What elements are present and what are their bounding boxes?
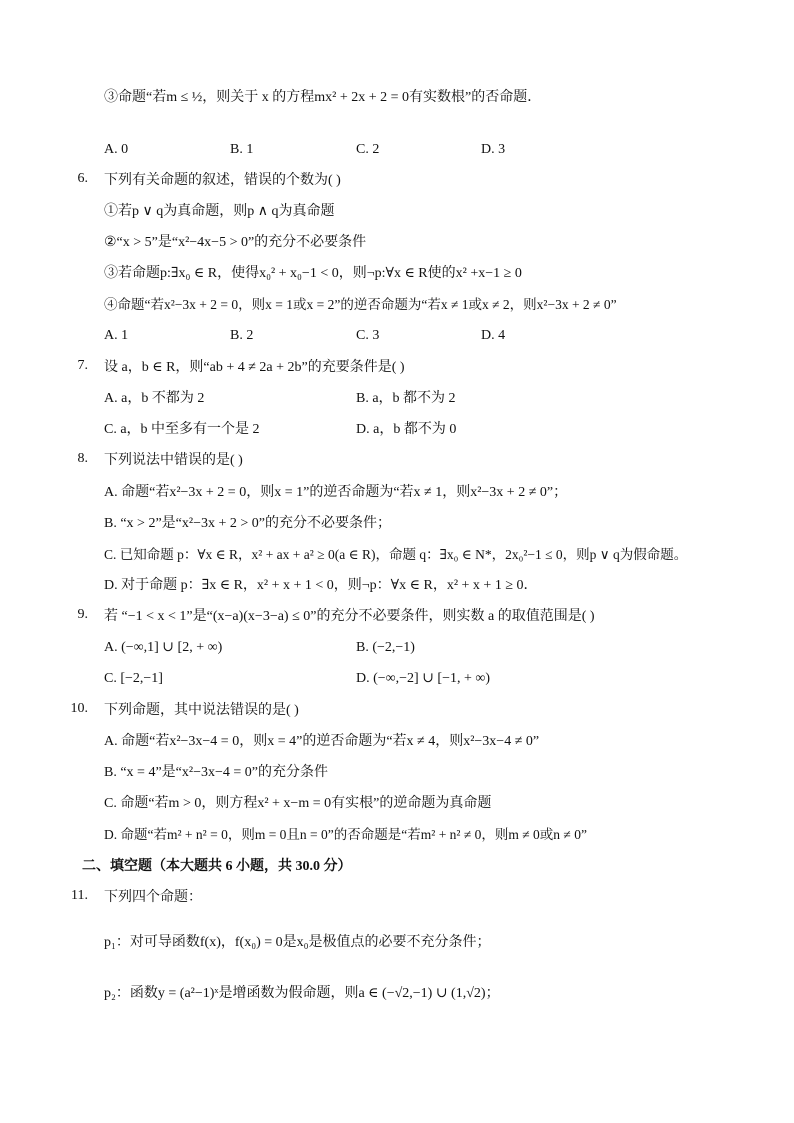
option-b: B. “x = 4”是“x²−3x−4 = 0”的充分条件 [104, 765, 328, 780]
question-stem: 下列四个命题： [104, 890, 202, 905]
statement-item: p₂：函数y = (a²−1)ˣ是增函数为假命题，则a ∈ (−√2,−1) ∪ (1,√2)； [104, 986, 500, 1001]
option-c: C. a，b 中至多有一个是 2 [104, 422, 260, 437]
option-d: D. 命题“若m² + n² = 0，则m = 0且n = 0”的否命题是“若m² + n² ≠ 0，则m ≠ 0或n ≠ 0” [104, 827, 587, 842]
statement-item: ①若p ∨ q为真命题，则p ∧ q为真命题 [104, 204, 335, 219]
item-3-text: ③命题“若m ≤ ½，则关于 x 的方程mx² + 2x + 2 = 0有实数根”的否命题． [104, 90, 542, 105]
question-number: 11. [71, 888, 88, 903]
option-c: C. 3 [356, 328, 380, 343]
question-stem: 下列有关命题的叙述，错误的个数为( ) [104, 173, 341, 188]
question-number: 10. [70, 701, 88, 716]
question-stem: 下列命题，其中说法错误的是( ) [104, 703, 299, 718]
option-c: C. 已知命题 p：∀x ∈ R，x² + ax + a² ≥ 0(a ∈ R)，命题 q：∃x₀ ∈ N*，2x₀²−1 ≤ 0，则p ∨ q为假命题。 [104, 547, 688, 562]
option-d: D. 对于命题 p：∃x ∈ R，x² + x + 1 < 0，则¬p：∀x ∈ R，x² + x + 1 ≥ 0． [104, 578, 538, 593]
option-a: A. 命题“若x²−3x + 2 = 0，则x = 1”的逆否命题为“若x ≠ 1，则x²−3x + 2 ≠ 0”； [104, 485, 568, 500]
question-number: 7. [77, 358, 88, 373]
question-stem: 若 “−1 < x < 1”是“(x−a)(x−3−a) ≤ 0”的充分不必要条件，则实数 a 的取值范围是( ) [104, 609, 595, 624]
option-d: D. 3 [481, 142, 506, 157]
option-b: B. 1 [230, 142, 254, 157]
option-d: D. 4 [481, 328, 506, 343]
option-d: D. a，b 都不为 0 [356, 422, 457, 437]
question-number: 9. [77, 607, 88, 622]
statement-item: ③若命题p:∃x₀ ∈ R，使得x₀² + x₀−1 < 0，则¬p:∀x ∈ R使的x² +x−1 ≥ 0 [104, 266, 522, 281]
statement-item: p₁：对可导函数f(x)，f(x₀) = 0是x₀是极值点的必要不充分条件； [104, 935, 491, 950]
option-c: C. 2 [356, 142, 380, 157]
option-a: A. 1 [104, 328, 129, 343]
question-number: 8. [77, 451, 88, 466]
question-stem: 设 a，b ∈ R，则“ab + 4 ≠ 2a + 2b”的充要条件是( ) [104, 360, 405, 375]
question-number: 6. [77, 171, 88, 186]
option-a: A. 0 [104, 142, 129, 157]
option-a: A. (−∞,1] ∪ [2, + ∞) [104, 640, 223, 655]
option-a: A. a，b 不都为 2 [104, 391, 205, 406]
question-stem: 下列说法中错误的是( ) [104, 453, 243, 468]
option-b: B. 2 [230, 328, 254, 343]
option-c: C. [−2,−1] [104, 671, 163, 686]
option-a: A. 命题“若x²−3x−4 = 0，则x = 4”的逆否命题为“若x ≠ 4，则x²−3x−4 ≠ 0” [104, 734, 540, 749]
statement-item: ④命题“若x²−3x + 2 = 0，则x = 1或x = 2”的逆否命题为“若x ≠ 1或x ≠ 2，则x²−3x + 2 ≠ 0” [104, 297, 617, 312]
statement-item: ②“x > 5”是“x²−4x−5 > 0”的充分不必要条件 [104, 235, 367, 250]
option-d: D. (−∞,−2] ∪ [−1, + ∞) [356, 671, 491, 686]
option-c: C. 命题“若m > 0，则方程x² + x−m = 0有实根”的逆命题为真命题 [104, 796, 492, 811]
option-b: B. a，b 都不为 2 [356, 391, 456, 406]
section-heading: 二、填空题（本大题共 6 小题，共 30.0 分） [82, 859, 352, 874]
option-b: B. “x > 2”是“x²−3x + 2 > 0”的充分不必要条件； [104, 516, 391, 531]
option-b: B. (−2,−1) [356, 640, 415, 655]
